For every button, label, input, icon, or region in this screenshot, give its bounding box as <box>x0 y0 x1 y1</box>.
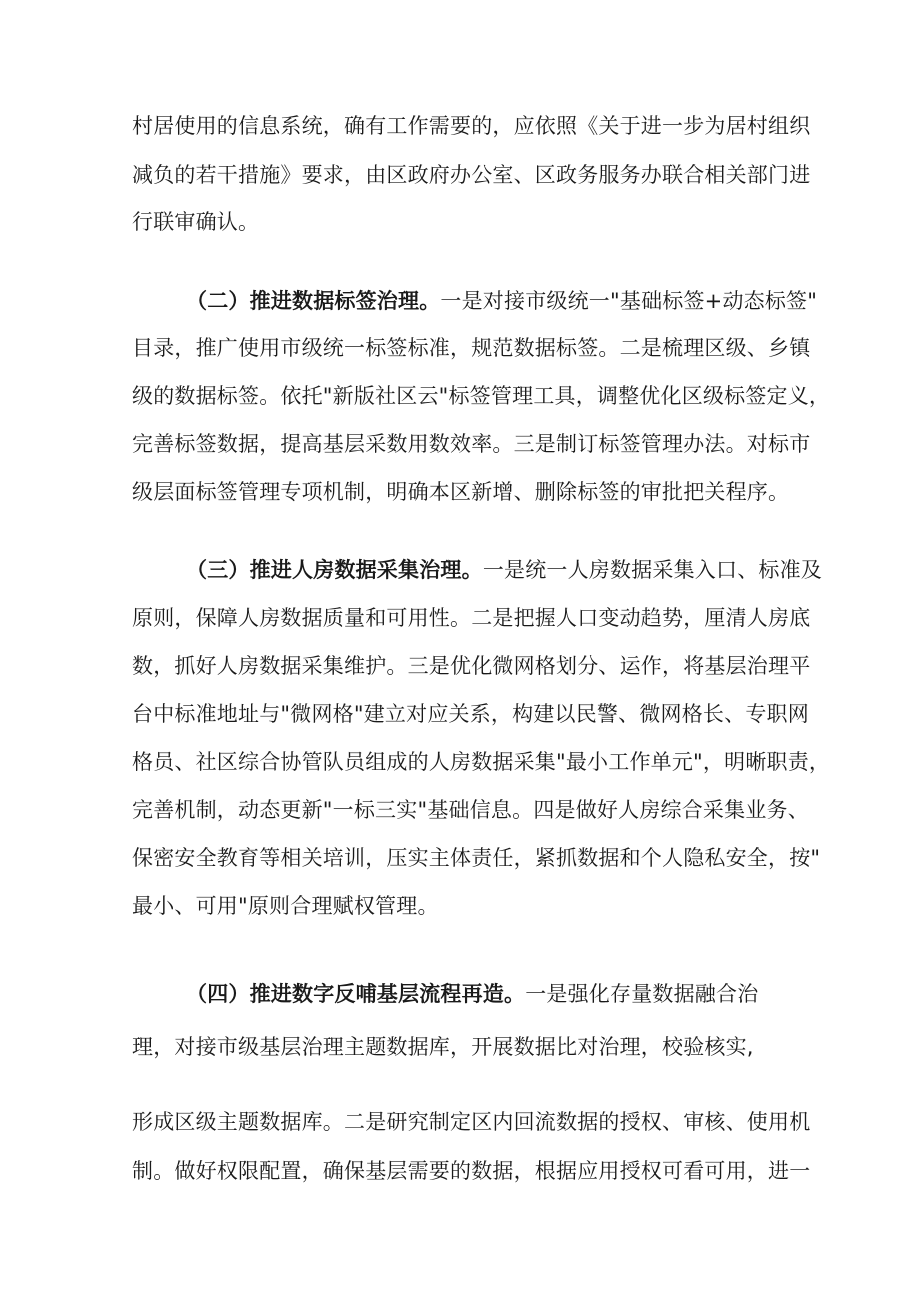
paragraph-3-line-4: 台中标准地址与"微网格"建立对应关系，构建以民警、微网格长、专职网 <box>132 702 809 726</box>
paragraph-4-line-2: 理，对接市级基层治理主题数据库，开展数据比对治理，校验核实, <box>132 1035 754 1059</box>
paragraph-3-line-7: 保密安全教育等相关培训，压实主体责任，紧抓数据和个人隐私安全，按" <box>132 846 821 870</box>
paragraph-4-heading: （四）推进数字反哺基层流程再造。 <box>186 982 526 1006</box>
paragraph-3-line-1 <box>186 555 822 585</box>
paragraph-2-heading: （二）推进数据标签治理。 <box>186 289 441 313</box>
paragraph-1-line-2: 减负的若干措施》要求，由区政府办公室、区政务服务办联合相关部门进 <box>132 163 811 187</box>
paragraph-2-line-2: 目录，推广使用市级统一标签标准，规范数据标签。二是梳理区级、乡镇 <box>132 336 811 360</box>
paragraph-3-line-3: 数，抓好人房数据采集维护。三是优化微网格划分、运作，将基层治理平 <box>132 654 811 678</box>
paragraph-4-line-1-text: 一是强化存量数据融合治 <box>525 982 759 1006</box>
paragraph-4-line-4: 制。做好权限配置，确保基层需要的数据，根据应用授权可看可用，进一 <box>132 1159 811 1183</box>
paragraph-1-line-1: 村居使用的信息系统，确有工作需要的，应依照《关于进一步为居村组织 <box>132 114 811 138</box>
paragraph-3-line-8: 最小、可用"原则合理赋权管理。 <box>132 894 439 918</box>
paragraph-4-line-1 <box>186 979 758 1009</box>
paragraph-2-line-3: 级的数据标签。依托"新版社区云"标签管理工具，调整优化区级标签定义， <box>132 384 831 408</box>
paragraph-2-line-5: 级层面标签管理专项机制，明确本区新增、删除标签的审批把关程序。 <box>132 480 790 504</box>
paragraph-3-heading: （三）推进人房数据采集治理。 <box>186 558 483 582</box>
paragraph-1-line-3: 行联审确认。 <box>132 210 260 234</box>
paragraph-2-line-4: 完善标签数据，提高基层采数用数效率。三是制订标签管理办法。对标市 <box>132 432 811 456</box>
paragraph-2-line-1-text: 一是对接市级统一"基础标签+动态标签" <box>440 289 818 313</box>
paragraph-2-line-1 <box>186 286 817 316</box>
paragraph-4-line-3: 形成区级主题数据库。二是研究制定区内回流数据的授权、审核、使用机 <box>132 1110 811 1134</box>
paragraph-3-line-5: 格员、社区综合协管队员组成的人房数据采集"最小工作单元"，明晰职责， <box>132 750 831 774</box>
paragraph-3-line-2: 原则，保障人房数据质量和可用性。二是把握人口变动趋势，厘清人房底 <box>132 606 811 630</box>
paragraph-3-line-6: 完善机制，动态更新"一标三实"基础信息。四是做好人房综合采集业务、 <box>132 798 809 822</box>
paragraph-3-line-1-text: 一是统一人房数据采集入口、标准及 <box>482 558 823 582</box>
